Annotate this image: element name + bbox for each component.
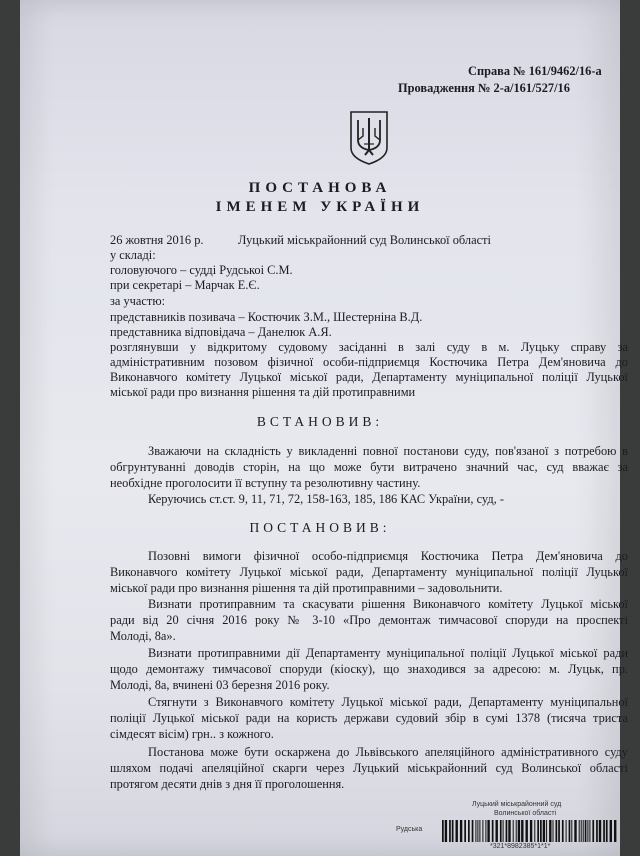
case-number: Справа № 161/9462/16-а xyxy=(468,64,602,78)
resolved-line: Постанова може бути оскаржена до Львівського апеляційного адміністративного суду xyxy=(148,745,628,759)
resolved-line: щодо демонтажу тимчасової споруди (кіоску), що знаходився за адресою: м. Луцьк, пр. xyxy=(110,662,628,676)
resolved-line: Виконавчого комітету Луцької міської ради, Департаменту муніципальної поліції Луцької xyxy=(110,565,628,579)
intro-line: головуючого – судді Рудськоі С.М. xyxy=(110,263,293,277)
resolved-line: протягом десяти днів з дня її проголошення. xyxy=(110,777,345,791)
intro-line: представника відповідача – Данелюк А.Я. xyxy=(110,325,332,339)
resolved-line: ради від 20 січня 2016 року № 3-10 «Про демонтаж тимчасової споруди на проспекті xyxy=(110,613,628,627)
resolved-line: міської ради про визнання рішення та дій протиправними – задовольнити. xyxy=(110,581,503,595)
intro-line: Виконавчого комітету Луцької міської ради, Департаменту муніципальної поліції Луцької xyxy=(110,370,628,384)
resolved-line: Молоді, 8а». xyxy=(110,629,176,643)
intro-line: при секретарі – Марчак Е.Є. xyxy=(110,278,260,292)
resolved-line: шляхом подачі апеляційної скарги через Луцький міськрайонний суд Волинської області xyxy=(110,761,628,775)
established-line: обгрунтуванні доводів сторін, на що може бути витрачено значний час, суд вважає за xyxy=(110,460,628,474)
section-heading-resolved: ПОСТАНОВИВ: xyxy=(249,520,391,535)
established-line: необхідне проголосити її вступну та резолютивну частину. xyxy=(110,476,421,490)
court-name: Луцький міськрайонний суд Волинської області xyxy=(238,233,491,247)
resolved-line: Молоді, 8а, вчинені 03 березня 2016 року. xyxy=(110,678,330,692)
intro-line: міської ради про визнання рішення та дій протиправними xyxy=(110,385,416,399)
resolved-line: Визнати протиправними дії Департаменту муніципальної поліції Луцької міської ради xyxy=(148,646,628,660)
barcode-number: *321*8982385*1*1* xyxy=(490,843,551,850)
resolved-line: поліції Луцької міської ради на користь держави судовий збір в сумі 1378 (тисяча триста xyxy=(110,711,628,725)
intro-line: представників позивача – Костючик З.М., Шестерніна В.Д. xyxy=(110,310,423,324)
judge-short-name: Рудська xyxy=(396,826,423,833)
section-heading-established: ВСТАНОВИВ: xyxy=(256,414,384,429)
established-line: Керуючись ст.ст. 9, 11, 71, 72, 158-163, 185, 186 КАС України, суд, - xyxy=(148,492,504,506)
resolved-line: Визнати протиправним та скасувати рішення Виконавчого комітету Луцької міської xyxy=(148,597,628,611)
proceeding-number: Провадження № 2-а/161/527/16 xyxy=(398,81,570,95)
trident-coat-of-arms-icon xyxy=(348,110,390,166)
established-line: Зважаючи на складність у викладенні повної постанови суду, пов'язаної з потребою в xyxy=(148,444,628,458)
document-title: ПОСТАНОВА xyxy=(248,180,392,196)
intro-line: за участю: xyxy=(110,294,166,308)
court-stamp-line: Волинської області xyxy=(494,810,557,817)
intro-line: у складі: xyxy=(110,248,156,262)
resolved-line: Позовні вимоги фізичної особо-підприємця Костючика Петра Дем'яновича до xyxy=(148,549,628,563)
decision-date: 26 жовтня 2016 р. xyxy=(110,233,204,247)
document-subtitle: ІМЕНЕМ УКРАЇНИ xyxy=(215,199,425,215)
document-page xyxy=(20,0,628,856)
resolved-line: сімдесят вісім) грн.. з кожного. xyxy=(110,727,274,741)
intro-line: розглянувши у відкритому судовому засіданні в залі суду в м. Луцьку справу за xyxy=(110,340,628,354)
barcode-icon xyxy=(440,820,618,842)
intro-line: адміністративним позовом фізичної особи-підприємця Костючика Петра Дем'яновича до xyxy=(110,355,628,369)
court-stamp-line: Луцький міськрайонний суд xyxy=(472,801,562,808)
resolved-line: Стягнути з Виконавчого комітету Луцької міської ради, Департаменту муніципальної xyxy=(148,695,628,709)
